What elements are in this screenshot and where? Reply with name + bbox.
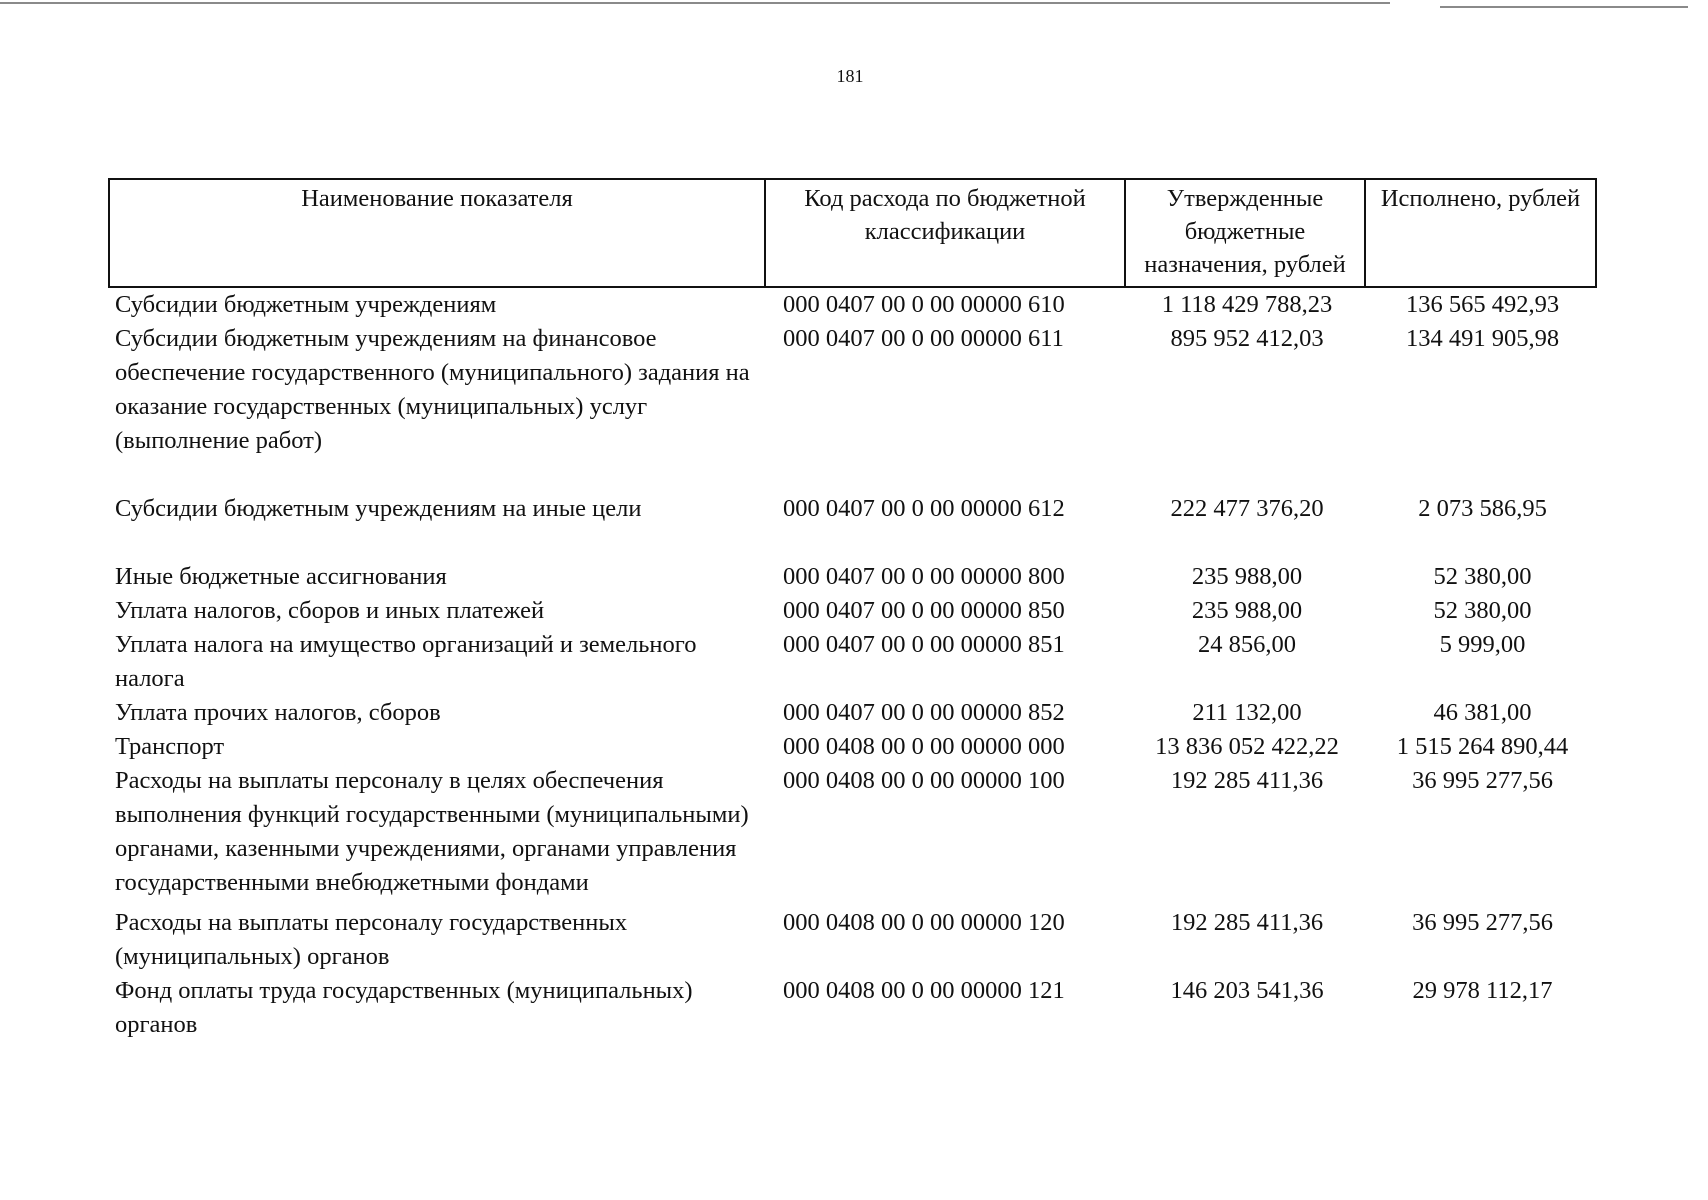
table-row xyxy=(109,322,1596,492)
row-name: Уплата прочих налогов, сборов xyxy=(115,699,441,726)
table-row xyxy=(109,696,1596,730)
row-executed: 5 999,00 xyxy=(1439,631,1526,658)
table-row xyxy=(109,287,1596,322)
budget-execution-table xyxy=(108,178,1597,1042)
row-name: Уплата налога на имущество организаций и земельного налога xyxy=(115,631,697,692)
row-approved: 895 952 412,03 xyxy=(1170,325,1324,352)
row-code: 000 0407 00 0 00 00000 612 xyxy=(783,495,1065,522)
row-code: 000 0407 00 0 00 00000 800 xyxy=(783,563,1065,590)
table-row xyxy=(109,560,1596,594)
header-indicator-name: Наименование показателя xyxy=(109,179,765,287)
row-approved: 192 285 411,36 xyxy=(1170,909,1324,936)
table-row xyxy=(109,594,1596,628)
table-row xyxy=(109,764,1596,906)
row-executed: 36 995 277,56 xyxy=(1412,767,1553,794)
row-code: 000 0408 00 0 00 00000 000 xyxy=(783,733,1065,760)
row-code: 000 0408 00 0 00 00000 121 xyxy=(783,977,1065,1004)
row-executed: 29 978 112,17 xyxy=(1412,977,1553,1004)
page-number: 181 xyxy=(836,66,864,86)
row-name: Субсидии бюджетным учреждениям xyxy=(115,291,497,318)
scan-edge-line xyxy=(0,2,1390,4)
row-name: Расходы на выплаты персоналу в целях обеспечения выполнения функций государственными (муниципальными) органами, казенными учреждениями, органами управления государственными внебюджетными фондами xyxy=(115,767,749,896)
row-approved: 1 118 429 788,23 xyxy=(1161,291,1333,318)
table-row xyxy=(109,906,1596,974)
table-row xyxy=(109,492,1596,560)
row-executed: 1 515 264 890,44 xyxy=(1396,733,1569,760)
row-name: Транспорт xyxy=(115,733,225,760)
table-row xyxy=(109,628,1596,696)
table-row xyxy=(109,974,1596,1042)
row-name: Иные бюджетные ассигнования xyxy=(115,563,447,590)
row-approved: 13 836 052 422,22 xyxy=(1155,733,1339,760)
table-row xyxy=(109,730,1596,764)
row-name: Расходы на выплаты персоналу государственных (муниципальных) органов xyxy=(115,909,628,970)
row-approved: 146 203 541,36 xyxy=(1170,977,1324,1004)
header-executed-amount: Исполнено, рублей xyxy=(1365,179,1596,287)
row-approved: 235 988,00 xyxy=(1191,563,1303,590)
header-approved-amount: Утвержденные бюджетные назначения, рублей xyxy=(1125,179,1365,287)
table-header-row xyxy=(109,179,1596,287)
row-approved: 192 285 411,36 xyxy=(1170,767,1324,794)
row-name: Фонд оплаты труда государственных (муниципальных) органов xyxy=(115,977,693,1038)
row-approved: 24 856,00 xyxy=(1198,631,1296,658)
row-approved: 222 477 376,20 xyxy=(1170,495,1324,522)
row-executed: 52 380,00 xyxy=(1433,563,1532,590)
scan-edge-line xyxy=(1440,6,1688,8)
row-executed: 134 491 905,98 xyxy=(1405,325,1560,352)
row-executed: 46 381,00 xyxy=(1433,699,1532,726)
row-code: 000 0408 00 0 00 00000 120 xyxy=(783,909,1065,936)
row-code: 000 0407 00 0 00 00000 852 xyxy=(783,699,1065,726)
row-code: 000 0407 00 0 00 00000 851 xyxy=(783,631,1065,658)
row-approved: 211 132,00 xyxy=(1192,699,1302,726)
row-executed: 136 565 492,93 xyxy=(1405,291,1560,318)
row-executed: 2 073 586,95 xyxy=(1418,495,1547,522)
row-name: Уплата налогов, сборов и иных платежей xyxy=(115,597,545,624)
row-name: Субсидии бюджетным учреждениям на иные цели xyxy=(115,495,642,522)
row-code: 000 0407 00 0 00 00000 610 xyxy=(783,291,1065,318)
row-name: Субсидии бюджетным учреждениям на финансовое обеспечение государственного (муниципального) задания на оказание государственных (муниципальных) услуг (выполнение работ) xyxy=(115,325,750,454)
row-code: 000 0407 00 0 00 00000 850 xyxy=(783,597,1065,624)
row-approved: 235 988,00 xyxy=(1191,597,1303,624)
row-executed: 52 380,00 xyxy=(1433,597,1532,624)
row-executed: 36 995 277,56 xyxy=(1412,909,1553,936)
header-expense-code: Код расхода по бюджетной классификации xyxy=(765,179,1125,287)
row-code: 000 0408 00 0 00 00000 100 xyxy=(783,767,1065,794)
row-code: 000 0407 00 0 00 00000 611 xyxy=(783,325,1064,352)
